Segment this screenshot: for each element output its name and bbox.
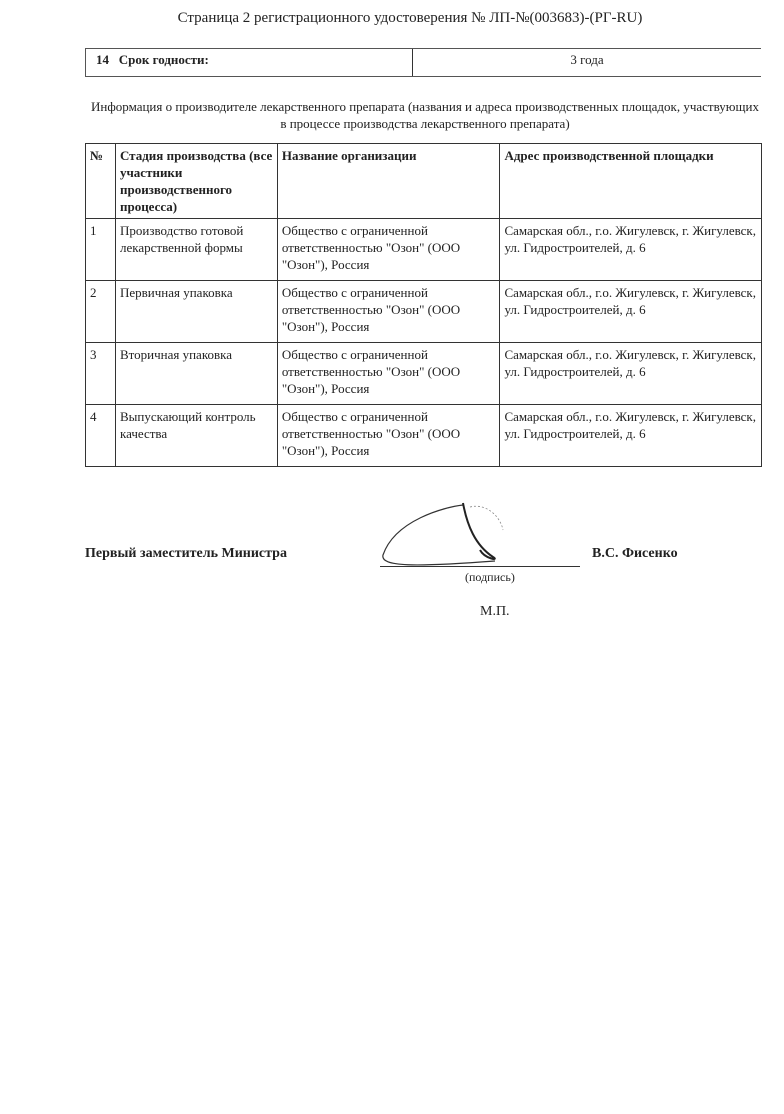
shelf-life-label: Срок годности: bbox=[118, 52, 209, 67]
row-address: Самарская обл., г.о. Жигулевск, г. Жигулевск, ул. Гидростроителей, д. 6 bbox=[500, 219, 762, 281]
row-number: 4 bbox=[86, 405, 116, 467]
row-organization: Общество с ограниченной ответственностью "Озон" (ООО "Озон"), Россия bbox=[277, 219, 500, 281]
row-organization: Общество с ограниченной ответственностью "Озон" (ООО "Озон"), Россия bbox=[277, 343, 500, 405]
row-number: 3 bbox=[86, 343, 116, 405]
shelf-life-value: 3 года bbox=[570, 52, 604, 67]
table-row bbox=[86, 281, 762, 343]
signatory-name: В.С. Фисенко bbox=[592, 546, 678, 561]
header-organization: Название организации bbox=[277, 144, 500, 219]
row-stage: Первичная упаковка bbox=[115, 281, 277, 343]
row-stage: Производство готовой лекарственной формы bbox=[115, 219, 277, 281]
item-number: 14 bbox=[96, 52, 109, 67]
row-address: Самарская обл., г.о. Жигулевск, г. Жигулевск, ул. Гидростроителей, д. 6 bbox=[500, 405, 762, 467]
signatory-role: Первый заместитель Министра bbox=[85, 546, 287, 561]
signature-line bbox=[380, 566, 580, 567]
header-number: № bbox=[86, 144, 116, 219]
row-number: 2 bbox=[86, 281, 116, 343]
header-stage: Стадия производства (все участники производственного процесса) bbox=[115, 144, 277, 219]
table-row bbox=[86, 405, 762, 467]
row-number: 1 bbox=[86, 219, 116, 281]
row-address: Самарская обл., г.о. Жигулевск, г. Жигулевск, ул. Гидростроителей, д. 6 bbox=[500, 343, 762, 405]
handwritten-signature bbox=[375, 495, 575, 575]
manufacturer-table bbox=[85, 143, 762, 467]
table-row bbox=[86, 343, 762, 405]
table-header-row bbox=[86, 144, 762, 219]
row-address: Самарская обл., г.о. Жигулевск, г. Жигулевск, ул. Гидростроителей, д. 6 bbox=[500, 281, 762, 343]
manufacturer-info-heading: Информация о производителе лекарственного препарата (названия и адреса производственных площадок, участвующих в процессе производства лекарственного препарата) bbox=[91, 99, 759, 131]
table-row bbox=[86, 219, 762, 281]
signature-caption: (подпись) bbox=[465, 570, 515, 584]
shelf-life-row bbox=[85, 48, 761, 77]
page-header: Страница 2 регистрационного удостоверения № ЛП-№(003683)-(РГ-RU) bbox=[177, 10, 643, 26]
row-stage: Вторичная упаковка bbox=[115, 343, 277, 405]
row-organization: Общество с ограниченной ответственностью "Озон" (ООО "Озон"), Россия bbox=[277, 281, 500, 343]
header-address: Адрес производственной площадки bbox=[500, 144, 762, 219]
stamp-place-label: М.П. bbox=[480, 604, 510, 619]
row-stage: Выпускающий контроль качества bbox=[115, 405, 277, 467]
shelf-life-label-cell bbox=[86, 49, 413, 76]
row-organization: Общество с ограниченной ответственностью "Озон" (ООО "Озон"), Россия bbox=[277, 405, 500, 467]
